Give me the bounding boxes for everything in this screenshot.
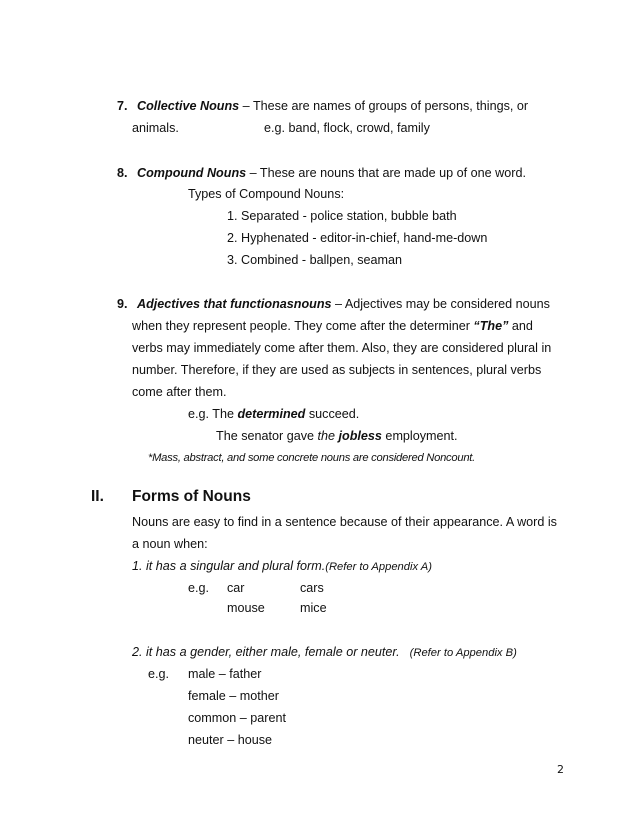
item-8-definition: – These are nouns that are made up of one word. xyxy=(246,166,526,180)
item-9-text-end: and xyxy=(508,319,533,333)
example-plural-1: cars xyxy=(300,581,324,595)
noncount-note: *Mass, abstract, and some concrete nouns are considered Noncount. xyxy=(148,452,476,464)
item-9-line-5: come after them. xyxy=(132,385,227,399)
gender-male: male – father xyxy=(188,667,262,681)
example-2-emphasis: jobless xyxy=(338,429,382,443)
example-singular-1: car xyxy=(227,581,245,595)
item-9-line-3: verbs may immediately come after them. Also, they are considered plural in xyxy=(132,341,552,355)
item-7-line-1 xyxy=(117,98,528,114)
item-9-line-4: number. Therefore, if they are used as subjects in sentences, plural verbs xyxy=(132,363,542,377)
compound-type-1: 1. Separated - police station, bubble bath xyxy=(227,209,457,223)
item-9-example-1 xyxy=(188,406,359,422)
example-plural-2: mice xyxy=(300,601,327,615)
section-numeral: II. xyxy=(91,488,104,505)
example-2-article: the xyxy=(317,429,336,443)
rule-1 xyxy=(132,558,432,575)
rule-1-text: 1. it has a singular and plural form. xyxy=(132,559,326,573)
item-9-number: 9. xyxy=(117,297,128,311)
item-7-number: 7. xyxy=(117,99,128,113)
item-7-example-text: e.g. band, flock, crowd, family xyxy=(264,121,430,135)
item-7-continuation: animals. xyxy=(132,121,179,135)
item-7-example xyxy=(264,120,430,136)
rule-1-reference: (Refer to Appendix A) xyxy=(325,561,432,573)
item-9-definition: – Adjectives may be considered nouns xyxy=(331,297,550,311)
section-title: Forms of Nouns xyxy=(132,488,251,505)
rule-1-eg: e.g. xyxy=(188,581,210,595)
item-9-line-1 xyxy=(117,296,550,312)
page-number: 2 xyxy=(557,763,564,776)
section-paragraph-line-2: a noun when: xyxy=(132,537,208,551)
rule-2 xyxy=(132,644,517,661)
rule-2-eg: e.g. xyxy=(148,667,170,681)
example-2-prefix: The senator gave xyxy=(216,429,318,443)
example-1-prefix: e.g. The xyxy=(188,407,238,421)
item-9-term: Adjectives that functionasnouns xyxy=(137,297,332,311)
example-1-suffix: succeed. xyxy=(305,407,360,421)
compound-type-3: 3. Combined - ballpen, seaman xyxy=(227,253,403,267)
item-7-line-2 xyxy=(132,120,179,136)
item-7-definition: – These are names of groups of persons, things, or xyxy=(239,99,529,113)
example-2-suffix: employment. xyxy=(381,429,458,443)
gender-neuter: neuter – house xyxy=(188,733,273,747)
example-singular-2: mouse xyxy=(227,601,265,615)
section-paragraph-line-1: Nouns are easy to find in a sentence because of their appearance. A word is xyxy=(132,515,557,529)
item-7-term: Collective Nouns xyxy=(137,99,240,113)
determiner-the: “The” xyxy=(473,319,509,333)
example-1-emphasis: determined xyxy=(237,407,306,421)
rule-2-text: 2. it has a gender, either male, female or neuter. xyxy=(132,645,400,659)
item-8-line-1 xyxy=(117,165,526,181)
item-9-line-2 xyxy=(132,318,533,334)
rule-2-reference: (Refer to Appendix B) xyxy=(409,647,517,659)
item-9-example-2 xyxy=(216,428,458,444)
item-8-term: Compound Nouns xyxy=(137,166,247,180)
gender-common: common – parent xyxy=(188,711,287,725)
item-9-text: when they represent people. They come after the determiner xyxy=(132,319,474,333)
item-8-number: 8. xyxy=(117,166,128,180)
compound-types-title: Types of Compound Nouns: xyxy=(188,187,345,201)
compound-type-2: 2. Hyphenated - editor-in-chief, hand-me-down xyxy=(227,231,488,245)
gender-female: female – mother xyxy=(188,689,279,703)
